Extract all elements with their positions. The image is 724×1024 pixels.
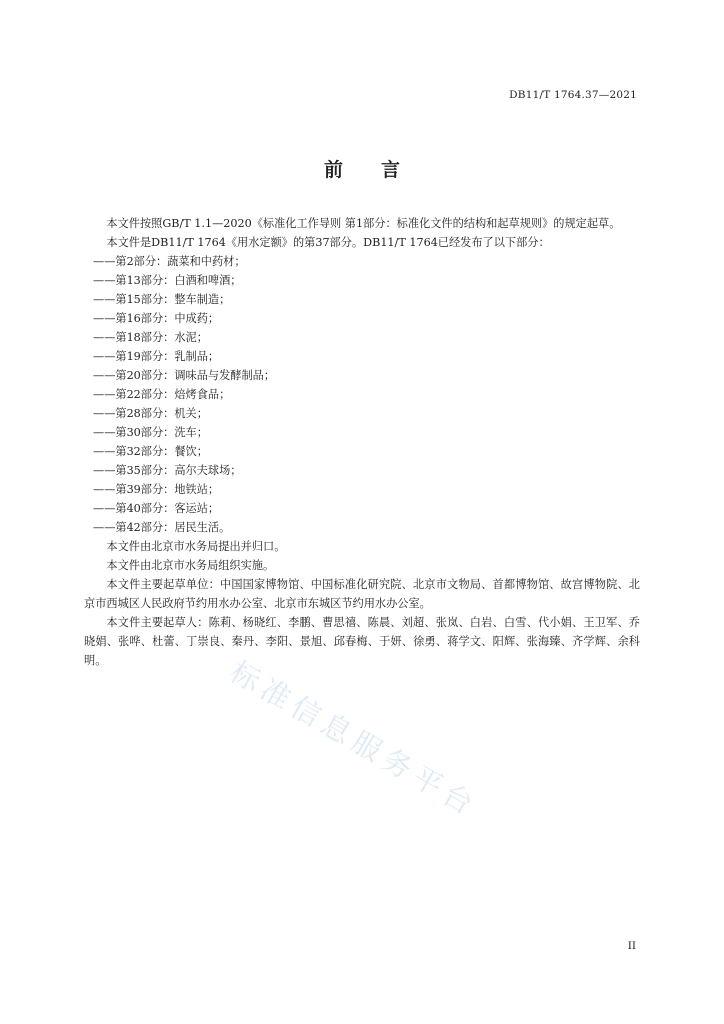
- watermark: 标准信息服务平台: [224, 654, 485, 824]
- preface-body: [84, 214, 640, 670]
- page-title: [0, 155, 724, 182]
- paragraph-drafting-units: 本文件主要起草单位：中国国家博物馆、中国标准化研究院、北京市文物局、首都博物馆、故宫博物院、北京市西城区人民政府节约用水办公室、北京市东城区节约用水办公室。: [84, 578, 640, 610]
- page-number: II: [627, 940, 636, 952]
- list-item: ——第18部分：水泥；: [93, 331, 208, 344]
- document-code: DB11/T 1764.37—2021: [509, 89, 637, 101]
- paragraph-drafting-basis: 本文件按照GB/T 1.1—2020《标准化工作导则 第1部分：标准化文件的结构和起草规则》的规定起草。: [106, 217, 621, 230]
- parts-list: [84, 252, 640, 537]
- list-item: ——第40部分：客运站；: [93, 502, 220, 515]
- paragraph-implementer: 本文件由北京市水务局组织实施。: [106, 559, 275, 572]
- list-item: ——第16部分：中成药；: [93, 312, 220, 325]
- list-item: ——第35部分：高尔夫球场；: [93, 464, 242, 477]
- paragraph-drafters: 本文件主要起草人：陈莉、杨晓红、李鹏、曹思禧、陈晨、刘超、张岚、白岩、白雪、代小娟、王卫军、乔晓娟、张哗、杜蕾、丁崇良、秦丹、李阳、景旭、邱春梅、于妍、徐勇、蒋学文、阳辉、张海臻、齐学辉、余科明。: [84, 616, 640, 667]
- list-item: ——第13部分：白酒和啤酒；: [93, 274, 242, 287]
- list-item: ——第15部分：整车制造；: [93, 293, 231, 306]
- title-char-2: 言: [381, 159, 401, 181]
- list-item: ——第2部分：蔬菜和中药材；: [93, 255, 246, 268]
- list-item: ——第20部分：调味品与发酵制品；: [93, 369, 276, 382]
- list-item: ——第22部分：焙烤食品；: [93, 388, 231, 401]
- list-item: ——第39部分：地铁站；: [93, 483, 220, 496]
- paragraph-part-info: 本文件是DB11/T 1764《用水定额》的第37部分。DB11/T 1764已经发布了以下部分：: [106, 236, 550, 249]
- list-item: ——第42部分：居民生活。: [93, 521, 231, 534]
- list-item: ——第28部分：机关；: [93, 407, 208, 420]
- title-char-1: 前: [323, 159, 343, 181]
- paragraph-proposer: 本文件由北京市水务局提出并归口。: [106, 540, 286, 553]
- list-item: ——第19部分：乳制品；: [93, 350, 220, 363]
- list-item: ——第30部分：洗车；: [93, 426, 208, 439]
- list-item: ——第32部分：餐饮；: [93, 445, 208, 458]
